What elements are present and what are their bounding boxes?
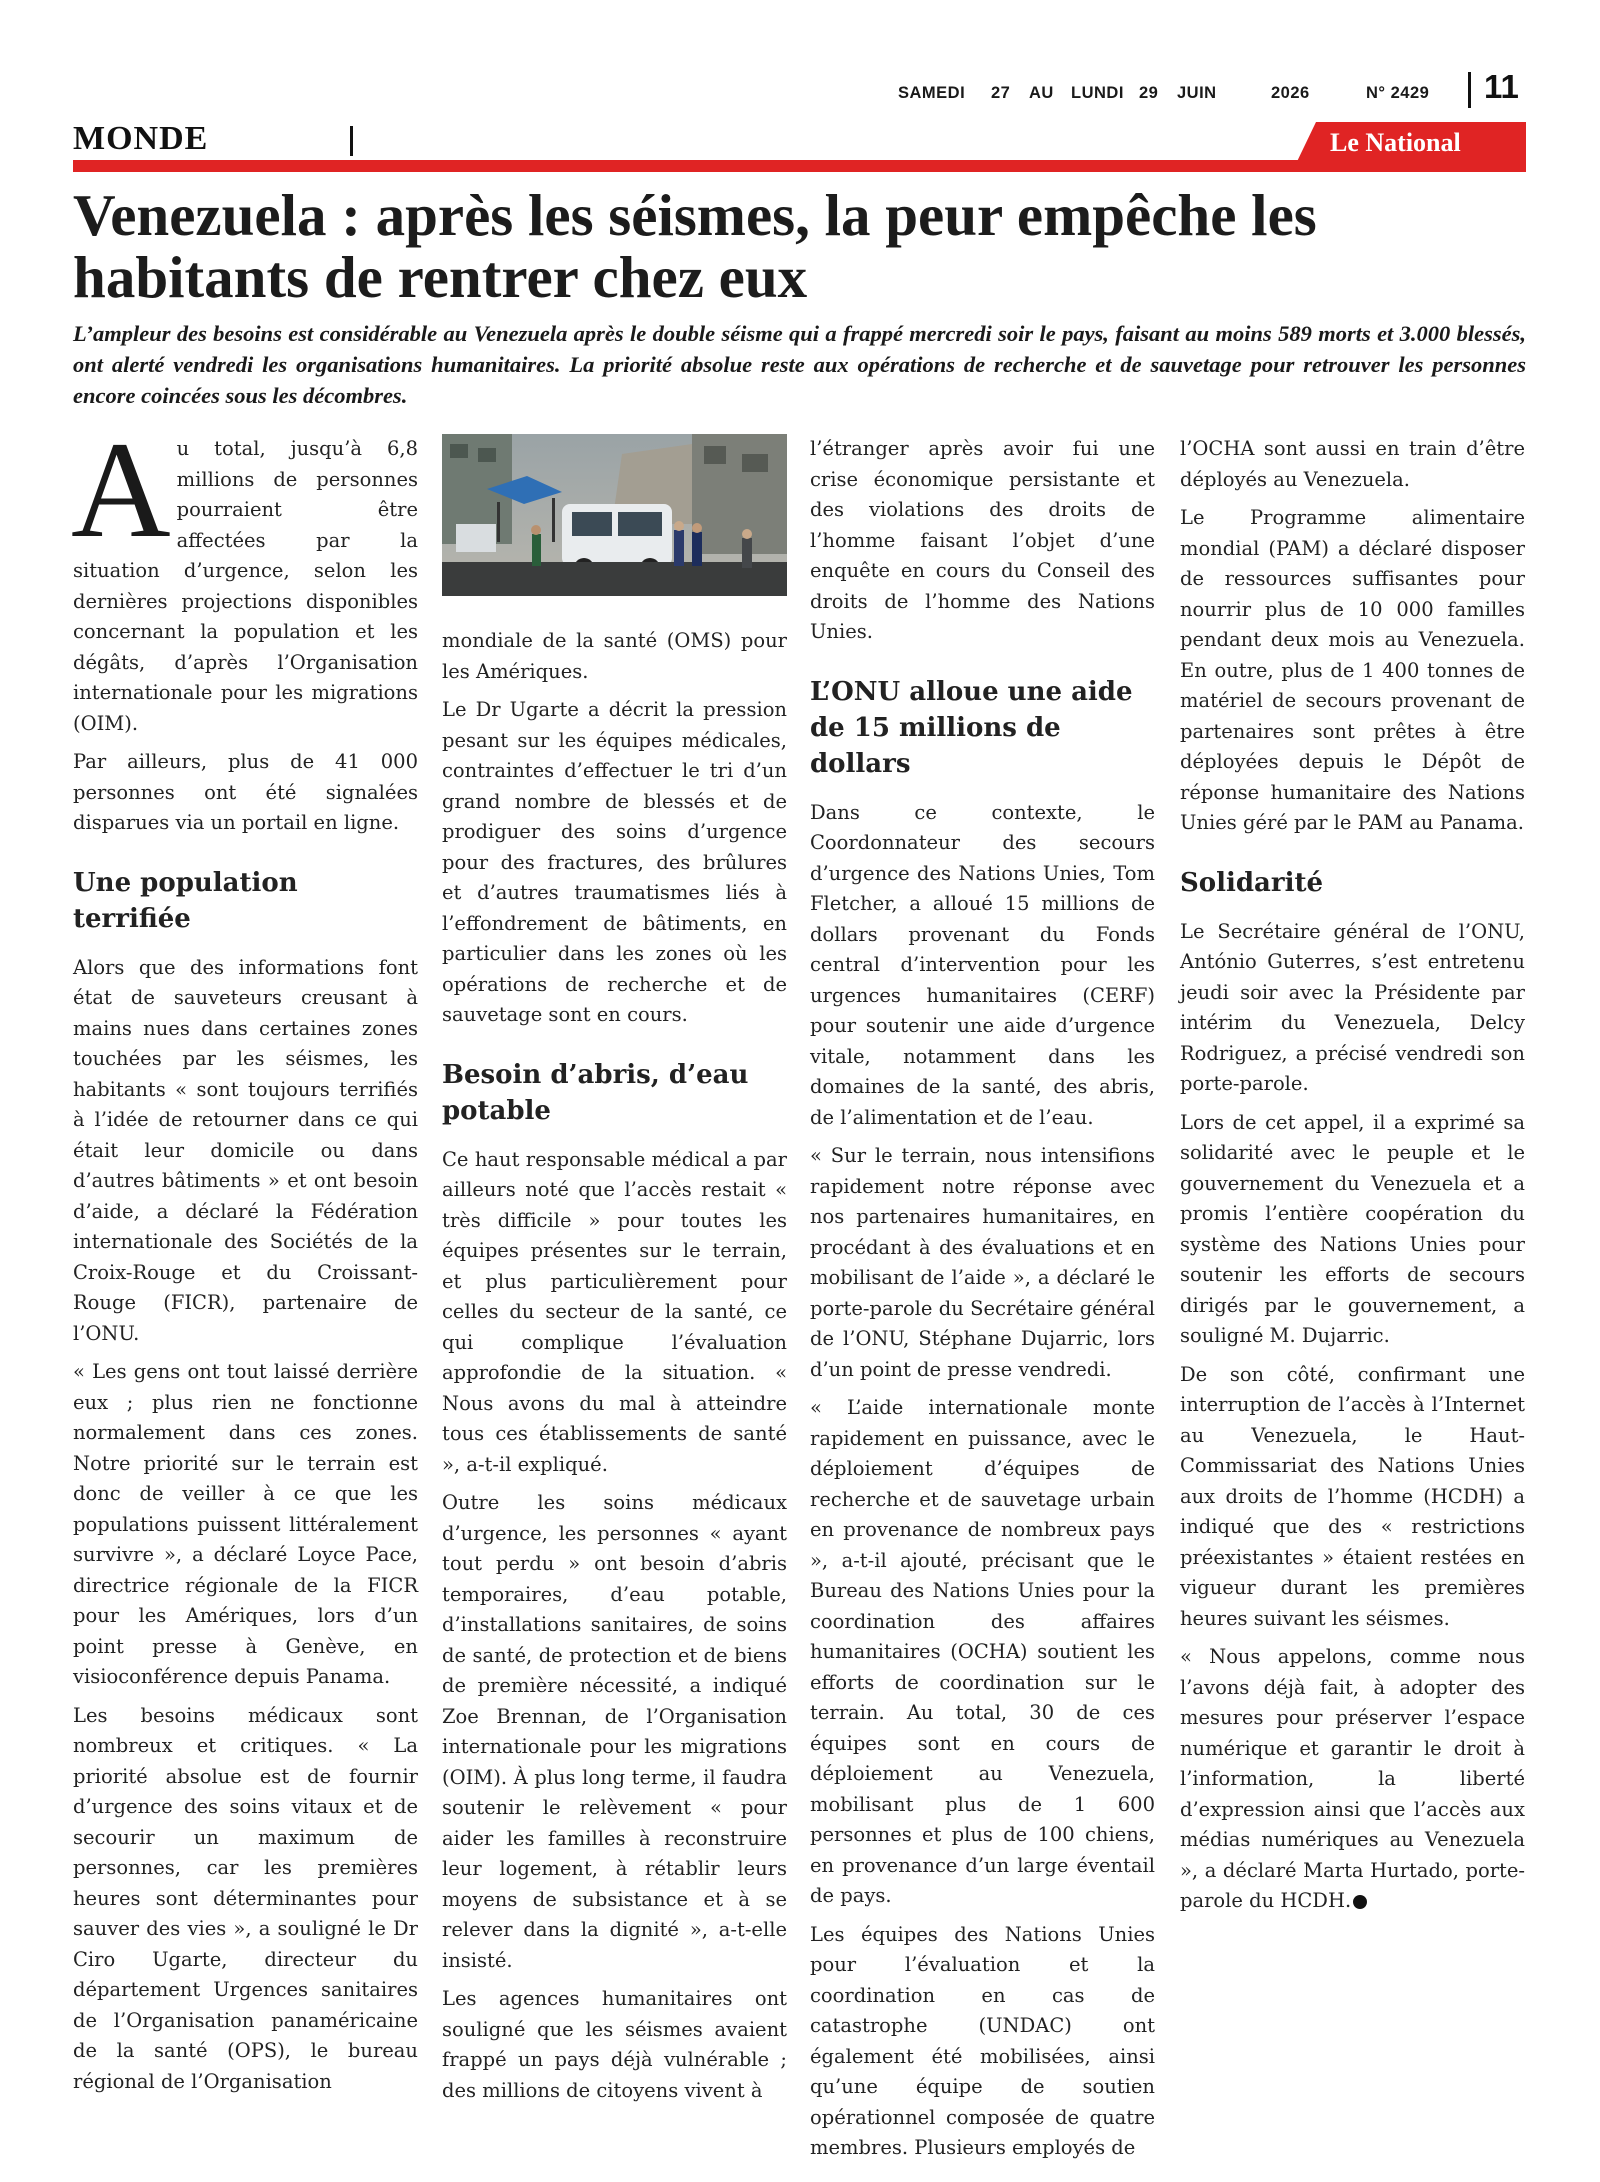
photo-illustration [442, 434, 787, 596]
end-of-article-icon [1353, 1895, 1367, 1909]
issue-number: N° 2429 [1366, 84, 1430, 102]
drop-cap: A [71, 413, 171, 566]
paragraph-text: u total, jusqu’à 6,8 millions de personnes pourraient être affectées par la situation d’urgence, selon les dernières projections disponibles concernant la population et les dégâts, d’après l’Organisation internationale pour les migrations (OIM). [73, 437, 418, 735]
dateline-day-start: SAMEDI [898, 84, 966, 102]
paragraph: De son côté, confirmant une interruption de l’accès à l’Internet au Venezuela, le Haut-Commissariat des Nations Unies aux droits de l’homme (HCDH) a indiqué que des « restrictions préexistantes » étaient restées en vigueur durant les premières heures suivant les séismes. [1180, 1362, 1525, 1630]
article-lead: L’ampleur des besoins est considérable au Venezuela après le double séisme qui a frappé mercredi soir le pays, faisant au moins 589 morts et 3.000 blessés, ont alerté vendredi les organisations humanitaires. La priorité absolue reste aux opérations de recherche et de sauvetage pour retrouver les personnes encore coincées sous les décombres. [73, 321, 1526, 408]
dateline-month: JUIN [1177, 84, 1217, 102]
paragraph: Dans ce contexte, le Coordonnateur des secours d’urgence des Nations Unies, Tom Fletcher, a alloué 15 millions de dollars provenant du Fonds central d’intervention pour les urgences humanitaires (CERF) pour soutenir une aide d’urgence vitale, notamment dans les domaines de la santé, des abris, de l’alimentation et de l’eau. [810, 800, 1155, 1129]
paragraph: Lors de cet appel, il a exprimé sa solidarité avec le peuple et le gouvernement du Venezuela et a promis l’entière coopération du système des Nations Unies pour soutenir les efforts de secours dirigés par le gouvernement, a souligné M. Dujarric. [1180, 1110, 1525, 1347]
subheading-solidarite: Solidarité [1180, 867, 1324, 898]
paragraph: Alors que des informations font état de sauveteurs creusant à mains nues dans certaines zones touchées par les séismes, les habitants « sont toujours terrifiés à l’idée de retourner dans ce qui était leur domicile ou dans d’autres bâtiments » et ont besoin d’aide, a déclaré la Fédération internationale des Sociétés de la Croix-Rouge et du Croissant-Rouge (FICR), partenaire de l’ONU. [73, 955, 418, 1345]
dateline-date-end: 29 [1139, 84, 1159, 102]
article-column-1 [71, 413, 418, 2105]
subheading-onu: L’ONU alloue une aide de 15 millions de dollars [810, 676, 1133, 779]
dateline-day-end: LUNDI [1071, 84, 1124, 102]
paragraph: Le Secrétaire général de l’ONU, António Guterres, s’est entretenu jeudi soir avec la Présidente par intérim du Venezuela, Delcy Rodriguez, a précisé vendredi son porte-parole. [1180, 919, 1525, 1095]
paragraph: Les besoins médicaux sont nombreux et critiques. « La priorité absolue est de fournir d’urgence des soins vitaux et de secourir un maximum de personnes, car les premières heures sont déterminantes pour sauver des vies », a souligné le Dr Ciro Ugarte, directeur du département Urgences sanitaires de l’Organisation panaméricaine de la santé (OPS), le bureau régional de l’Organisation [73, 1703, 418, 2093]
section-label: MONDE [73, 120, 209, 157]
subheading-abris: Besoin d’abris, d’eau potable [442, 1059, 749, 1126]
paragraph [71, 413, 418, 739]
paragraph: l’étranger après avoir fui une crise économique persistante et des violations des droits de l’homme faisant l’objet d’une enquête en cours du Conseil des droits de l’homme des Nations Unies. [810, 437, 1155, 643]
article-column-4 [1180, 434, 1525, 1925]
paragraph-text: « Nous appelons, comme nous l’avons déjà fait, à adopter des mesures pour préserver l’espace numérique et garantir le droit à l’information, la liberté d’expression ainsi que l’accès aux médias numériques au Venezuela », a déclaré Marta Hurtado, porte-parole du HCDH. [1180, 1645, 1525, 1912]
newspaper-brand: Le National [1330, 128, 1461, 157]
paragraph: Les agences humanitaires ont souligné que les séismes avaient frappé un pays déjà vulnérable ; des millions de citoyens vivent à [442, 1987, 787, 2102]
paragraph: Ce haut responsable médical a par ailleurs noté que l’accès restait « très difficile » pour toutes les équipes présentes sur le terrain, et plus particulièrement pour celles du secteur de la santé, ce qui complique l’évaluation approfondie de la situation. « Nous avons du mal à atteindre tous ces établissements de santé », a-t-il expliqué. [442, 1147, 787, 1476]
article-title: Venezuela : après les séismes, la peur empêche les habitants de rentrer chez eux [73, 182, 1317, 310]
article-column-2 [442, 434, 787, 2114]
page-number: 11 [1484, 68, 1519, 105]
article-column-3 [810, 434, 1155, 2172]
paragraph: « Sur le terrain, nous intensifions rapidement notre réponse avec nos partenaires humanitaires, en procédant à des évaluations et en mobilisant de l’aide », a déclaré le porte-parole du Secrétaire général de l’ONU, Stéphane Dujarric, lors d’un point de presse vendredi. [810, 1144, 1155, 1381]
paragraph: Outre les soins médicaux d’urgence, les personnes « ayant tout perdu » ont besoin d’abris temporaires, d’eau potable, d’installations sanitaires, de soins de santé, de protection et de biens de première nécessité, a indiqué Zoe Brennan, de l’Organisation internationale pour les migrations (OIM). À plus long terme, il faudra soutenir le relèvement « pour aider les familles à reconstruire leur logement, à rétablir leurs moyens de subsistance et à se relever dans la dignité », a-t-elle insisté. [442, 1491, 787, 1972]
paragraph [1180, 1642, 1525, 1917]
subheading-population: Une population terrifiée [73, 867, 298, 934]
paragraph: « L’aide internationale monte rapidement en puissance, avec le déploiement d’équipes de recherche et de sauvetage urbain en provenance de nombreux pays », a-t-il ajouté, précisant que le Bureau des Nations Unies pour la coordination des affaires humanitaires (OCHA) soutient les efforts de coordination sur le terrain. Au total, 30 de ces équipes sont en cours de déploiement au Venezuela, mobilisant plus de 1 600 personnes et plus de 100 chiens, en provenance d’un large éventail de pays. [810, 1396, 1155, 1907]
dateline-year: 2026 [1271, 84, 1310, 102]
header-divider [1468, 72, 1471, 108]
rescue-scene-photo [442, 434, 787, 596]
paragraph: mondiale de la santé (OMS) pour les Amériques. [442, 629, 787, 683]
dateline-date-start: 27 [991, 84, 1011, 102]
paragraph: Par ailleurs, plus de 41 000 personnes ont été signalées disparues via un portail en ligne. [73, 750, 418, 834]
dateline-connector: AU [1029, 84, 1054, 102]
paragraph: l’OCHA sont aussi en train d’être déployés au Venezuela. [1180, 437, 1525, 491]
paragraph: Les équipes des Nations Unies pour l’évaluation et la coordination en cas de catastrophe (UNDAC) ont également été mobilisées, ainsi qu’une équipe de soutien opérationnel composée de quatre membres. Plusieurs employés de [810, 1922, 1155, 2159]
paragraph: Le Dr Ugarte a décrit la pression pesant sur les équipes médicales, contraintes d’effectuer le tri d’un grand nombre de blessés et de prodiguer des soins d’urgence pour des fractures, des brûlures et d’autres traumatismes liés à l’effondrement de bâtiments, en particulier dans les zones où les opérations de recherche et de sauvetage sont en cours. [442, 698, 787, 1026]
paragraph: Le Programme alimentaire mondial (PAM) a déclaré disposer de ressources suffisantes pour nourrir plus de 10 000 familles pendant deux mois au Venezuela. En outre, plus de 1 400 tonnes de matériel de secours provenant de partenaires sont prêtes à être déployées depuis le Dépôt de réponse humanitaire des Nations Unies géré par le PAM au Panama. [1180, 506, 1525, 834]
paragraph: « Les gens ont tout laissé derrière eux ; plus rien ne fonctionne normalement dans ces zones. Notre priorité sur le terrain est donc de veiller à ce que les populations puissent littéralement survivre », a déclaré Loyce Pace, directrice régionale de la FICR pour les Amériques, lors d’un point presse à Genève, en visioconférence depuis Panama. [73, 1360, 418, 1688]
section-divider [350, 126, 353, 156]
